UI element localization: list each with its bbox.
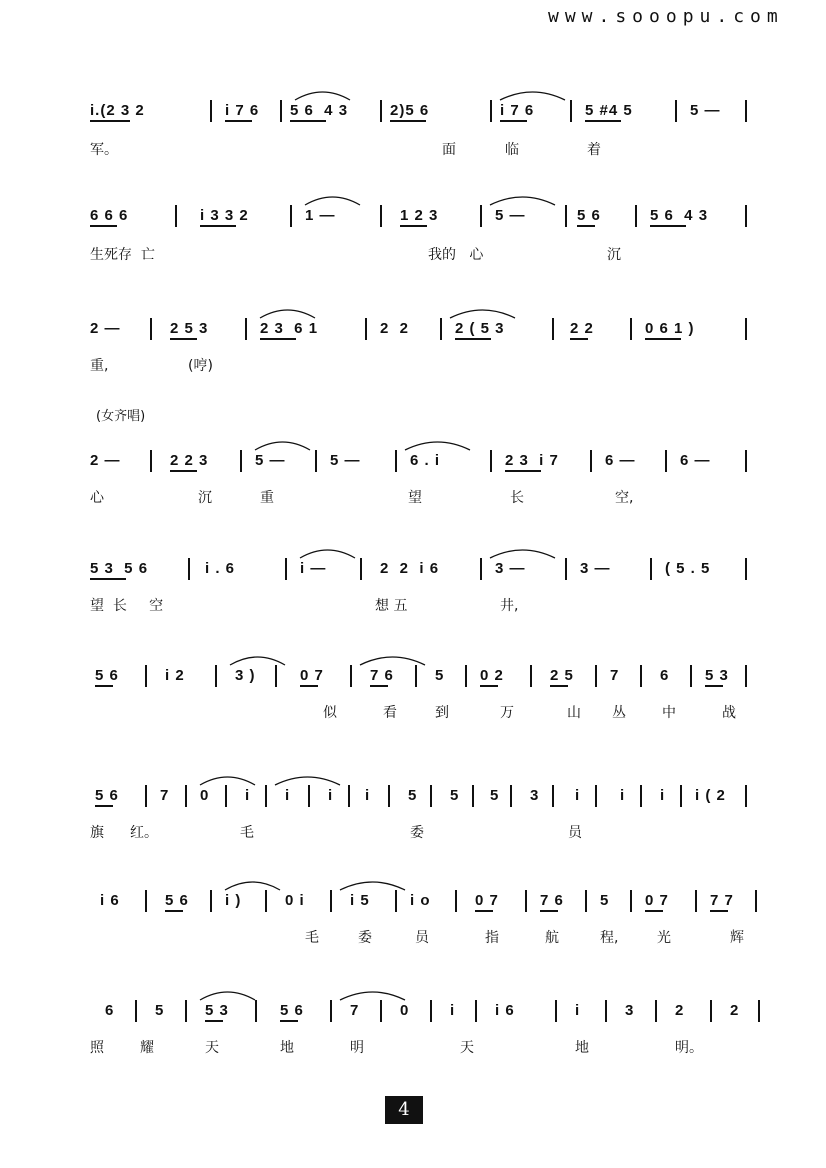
lyric-text: 航: [545, 930, 559, 946]
note-group: 2 3 i 7: [505, 452, 559, 469]
note-group: ( 5 . 5: [665, 560, 711, 577]
note-group: 5 —: [330, 452, 361, 469]
underline-beam: [170, 470, 197, 472]
note-group: 2 2: [380, 320, 410, 337]
note-group: 6 . i: [410, 452, 441, 469]
note-group: 2 ( 5 3: [455, 320, 505, 337]
note-group: 7: [160, 787, 170, 804]
underline-beam: [570, 338, 588, 340]
underline-beam: [90, 225, 117, 227]
note-group: i o: [410, 892, 431, 909]
lyric-text: 程,: [600, 930, 619, 946]
underline-beam: [710, 910, 728, 912]
note-group: 6 6 6: [90, 207, 129, 224]
lyric-text: 长: [510, 490, 524, 506]
note-group: 5 6: [577, 207, 601, 224]
underline-beam: [90, 578, 126, 580]
lyric-text: 望 长 空: [90, 598, 164, 614]
lyric-text: 到: [435, 705, 449, 721]
underline-beam: [480, 685, 498, 687]
lyric-text: 想 五: [375, 598, 408, 614]
note-group: i: [450, 1002, 456, 1019]
note-group: 6: [660, 667, 670, 684]
lyric-text: 战: [722, 705, 736, 721]
note-group: 2 3 6 1: [260, 320, 319, 337]
note-group: 5: [490, 787, 500, 804]
underline-beam: [95, 685, 113, 687]
note-group: i: [660, 787, 666, 804]
lyric-text: 员: [415, 930, 429, 946]
lyric-text: 井,: [500, 598, 519, 614]
underline-beam: [300, 685, 318, 687]
note-group: i 3 3 2: [200, 207, 249, 224]
note-group: 2 —: [90, 320, 121, 337]
lyric-text: 地: [575, 1040, 589, 1056]
note-group: i: [328, 787, 334, 804]
underline-beam: [645, 910, 663, 912]
underline-beam: [705, 685, 723, 687]
note-group: 6 —: [680, 452, 711, 469]
slur-marks: [90, 84, 760, 104]
slur-marks: [90, 769, 760, 789]
lyric-text: 重,: [90, 358, 109, 374]
lyric-text: 空,: [615, 490, 634, 506]
underline-beam: [170, 338, 197, 340]
underline-beam: [585, 120, 621, 122]
note-group: 5: [600, 892, 610, 909]
note-group: 0 7: [300, 667, 324, 684]
slur-marks: [90, 434, 760, 454]
note-group: 5 —: [495, 207, 526, 224]
note-group: i ( 2: [695, 787, 726, 804]
underline-beam: [200, 225, 236, 227]
lyric-text: 耀: [140, 1040, 154, 1056]
note-group: 3: [625, 1002, 635, 1019]
note-group: 0: [200, 787, 210, 804]
lyric-text: 天: [460, 1040, 474, 1056]
note-group: 2 5: [550, 667, 574, 684]
note-group: 5: [408, 787, 418, 804]
lyric-text: 光: [657, 930, 671, 946]
lyric-text: 辉: [730, 930, 744, 946]
note-group: 2 2: [570, 320, 594, 337]
lyric-text: 明: [350, 1040, 364, 1056]
lyric-text: 委: [358, 930, 372, 946]
note-label: (女齐唱): [96, 409, 146, 424]
note-group: 6: [105, 1002, 115, 1019]
note-group: 2 2 3: [170, 452, 209, 469]
note-group: i 5: [350, 892, 370, 909]
note-group: 1 —: [305, 207, 336, 224]
lyric-text: 万: [500, 705, 514, 721]
note-group: i.(2 3 2: [90, 102, 145, 119]
lyric-text: 员: [568, 825, 582, 841]
slur-marks: [90, 302, 760, 322]
note-group: i: [365, 787, 371, 804]
note-group: 3 —: [580, 560, 611, 577]
note-group: 5 6 4 3: [650, 207, 709, 224]
note-group: 2 5 3: [170, 320, 209, 337]
underline-beam: [280, 1020, 298, 1022]
slur-marks: [90, 189, 760, 209]
note-group: 0 2: [480, 667, 504, 684]
lyric-text: 毛: [305, 930, 319, 946]
underline-beam: [95, 805, 113, 807]
note-group: 5 3: [705, 667, 729, 684]
note-group: 2: [730, 1002, 740, 1019]
lyric-text: 临: [505, 142, 519, 158]
slur-marks: [90, 984, 760, 1004]
note-group: i —: [300, 560, 327, 577]
underline-beam: [390, 120, 426, 122]
lyric-text: 沉: [607, 247, 621, 263]
note-group: 5 #4 5: [585, 102, 633, 119]
lyric-text: 山: [567, 705, 581, 721]
note-group: 3 —: [495, 560, 526, 577]
note-group: i: [285, 787, 291, 804]
underline-beam: [577, 225, 595, 227]
note-group: i 7 6: [500, 102, 535, 119]
note-group: 0 7: [645, 892, 669, 909]
site-watermark: www.sooopu.com: [548, 6, 784, 27]
underline-beam: [225, 120, 252, 122]
underline-beam: [260, 338, 296, 340]
lyric-text: 丛: [612, 705, 626, 721]
note-group: i 6: [495, 1002, 515, 1019]
note-group: 2: [675, 1002, 685, 1019]
note-group: 1 2 3: [400, 207, 439, 224]
note-group: 5 6 4 3: [290, 102, 349, 119]
underline-beam: [645, 338, 681, 340]
underline-beam: [205, 1020, 223, 1022]
note-group: 3 ): [235, 667, 256, 684]
note-group: 7 7: [710, 892, 734, 909]
lyric-text: 照: [90, 1040, 104, 1056]
note-group: 3: [530, 787, 540, 804]
note-group: 5 3: [205, 1002, 229, 1019]
lyric-text: 生死存 亡: [90, 247, 155, 263]
note-group: i: [245, 787, 251, 804]
underline-beam: [550, 685, 568, 687]
note-group: 5 6: [95, 667, 119, 684]
note-group: i: [620, 787, 626, 804]
underline-beam: [400, 225, 427, 227]
lyric-text: 旗: [90, 825, 104, 841]
note-group: 2 —: [90, 452, 121, 469]
underline-beam: [165, 910, 183, 912]
note-group: i: [575, 1002, 581, 1019]
underline-beam: [90, 120, 130, 122]
underline-beam: [500, 120, 527, 122]
lyric-text: 军。: [90, 142, 118, 158]
slur-marks: [90, 649, 760, 669]
note-group: i ): [225, 892, 242, 909]
note-group: i 6: [100, 892, 120, 909]
note-group: 0: [400, 1002, 410, 1019]
note-group: 0 6 1 ): [645, 320, 695, 337]
lyric-text: 望: [408, 490, 422, 506]
lyric-text: 看: [383, 705, 397, 721]
note-group: 5: [155, 1002, 165, 1019]
note-group: 2)5 6: [390, 102, 430, 119]
note-group: 5: [450, 787, 460, 804]
note-group: i . 6: [205, 560, 236, 577]
note-group: 6 —: [605, 452, 636, 469]
lyric-text: 面: [442, 142, 456, 158]
note-group: 7: [610, 667, 620, 684]
note-group: 7 6: [540, 892, 564, 909]
note-group: 7 6: [370, 667, 394, 684]
note-group: i: [575, 787, 581, 804]
note-group: 5 6: [280, 1002, 304, 1019]
lyric-text: 似: [323, 705, 337, 721]
lyric-text: 心: [90, 490, 104, 506]
slur-marks: [90, 542, 760, 562]
lyric-text: 红。: [130, 825, 158, 841]
slur-marks: [90, 874, 760, 894]
underline-beam: [290, 120, 326, 122]
note-group: 0 i: [285, 892, 305, 909]
note-group: 2 2 i 6: [380, 560, 440, 577]
note-group: 0 7: [475, 892, 499, 909]
lyric-text: 毛: [240, 825, 254, 841]
note-group: 5 3 5 6: [90, 560, 149, 577]
lyric-text: 重: [260, 490, 274, 506]
page-number: 4: [385, 1096, 423, 1124]
lyric-text: 沉: [198, 490, 212, 506]
underline-beam: [370, 685, 388, 687]
note-group: i 2: [165, 667, 185, 684]
lyric-text: 指: [485, 930, 499, 946]
underline-beam: [505, 470, 541, 472]
underline-beam: [455, 338, 491, 340]
note-group: 5 6: [95, 787, 119, 804]
note-group: i 7 6: [225, 102, 260, 119]
note-group: 5 6: [165, 892, 189, 909]
underline-beam: [475, 910, 493, 912]
lyric-text: 明。: [675, 1040, 703, 1056]
lyric-text: 天: [205, 1040, 219, 1056]
lyric-text: 地: [280, 1040, 294, 1056]
underline-beam: [650, 225, 686, 227]
lyric-text: 委: [410, 825, 424, 841]
lyric-text: 我的 心: [428, 247, 484, 263]
lyric-text: (哼): [188, 358, 213, 374]
note-group: 7: [350, 1002, 360, 1019]
note-group: 5: [435, 667, 445, 684]
note-group: 5 —: [255, 452, 286, 469]
underline-beam: [540, 910, 558, 912]
lyric-text: 着: [587, 142, 601, 158]
note-group: 5 —: [690, 102, 721, 119]
lyric-text: 中: [662, 705, 676, 721]
